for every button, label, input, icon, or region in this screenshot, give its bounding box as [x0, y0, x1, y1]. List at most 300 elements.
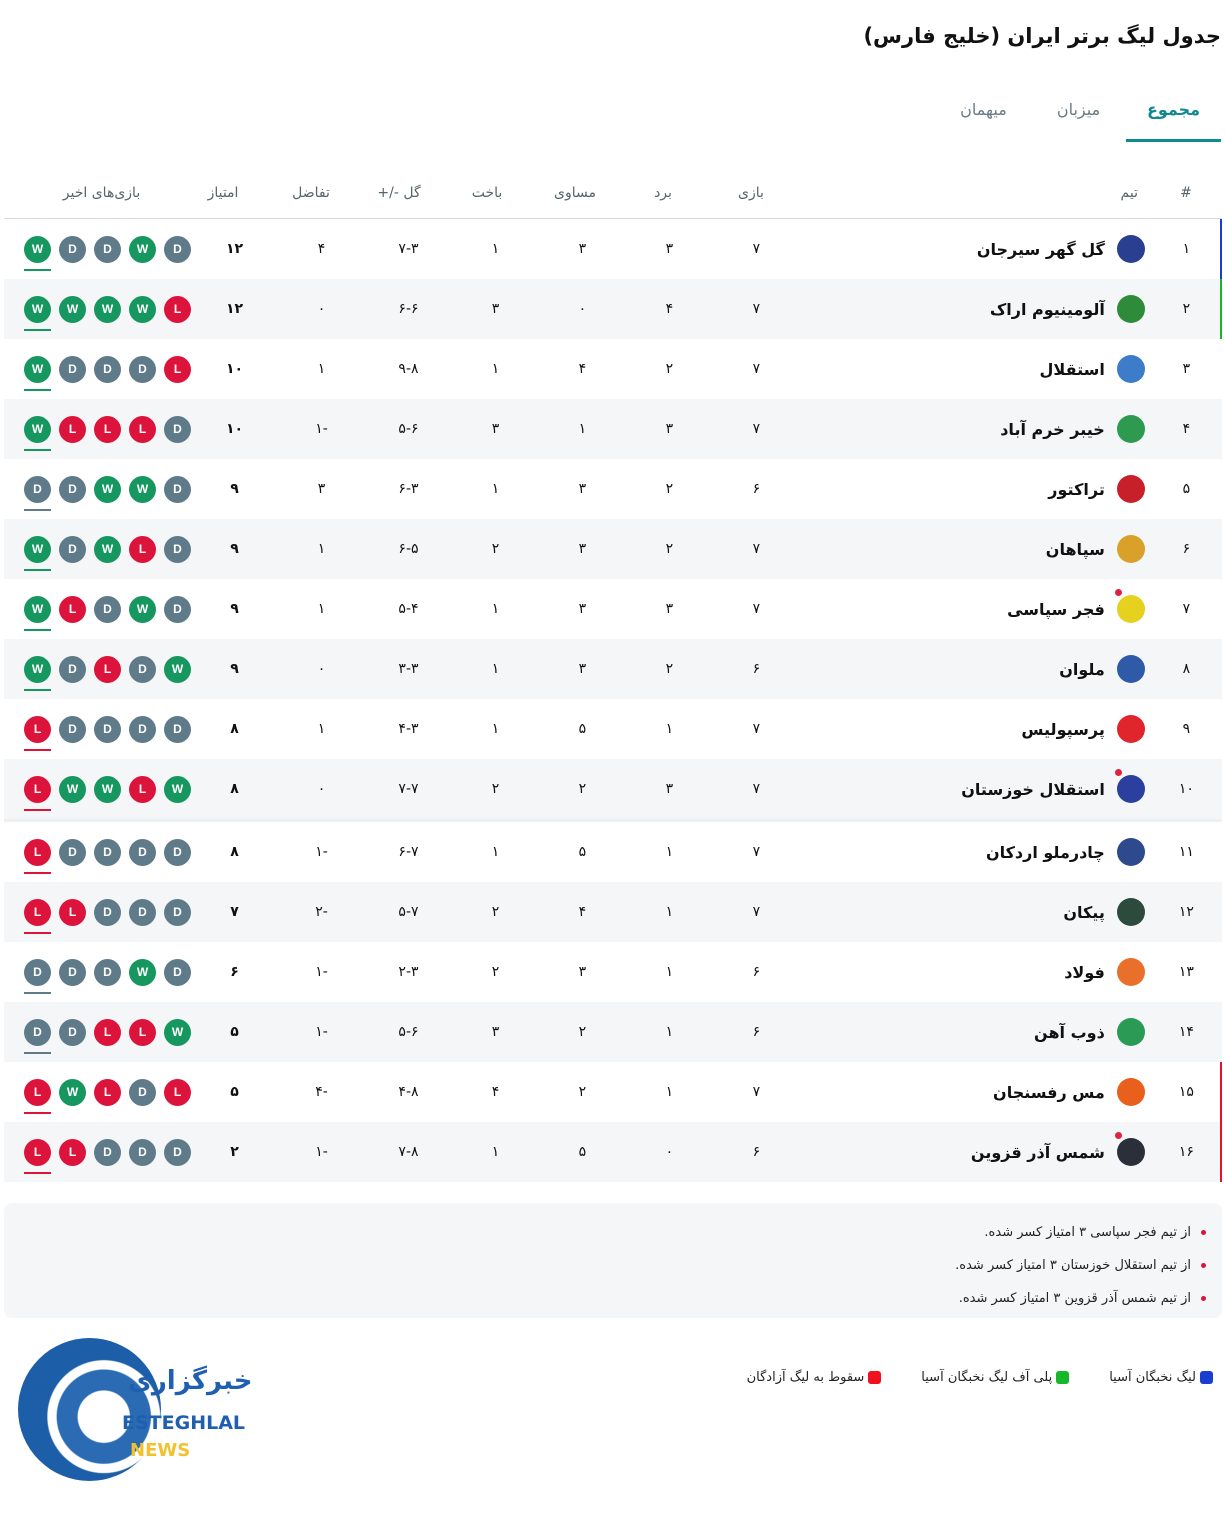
form-result-badge[interactable]: L	[94, 1079, 121, 1106]
note-item: از تیم فجر سپاسی ۳ امتیاز کسر شده.	[4, 1216, 1206, 1249]
form-result-badge[interactable]: L	[24, 1139, 51, 1166]
points-value: ۱۲	[225, 301, 244, 317]
lost-value: ۲	[491, 541, 500, 557]
won-value: ۲	[665, 361, 674, 377]
form-result-badge[interactable]: L	[24, 899, 51, 926]
form-result-badge[interactable]: W	[164, 656, 191, 683]
recent-form	[24, 356, 191, 383]
table-row[interactable]	[4, 519, 1222, 579]
table-row[interactable]	[4, 699, 1222, 759]
form-result-badge[interactable]: D	[59, 236, 86, 263]
points-value: ۹	[230, 481, 239, 497]
team-logo-icon	[1117, 1018, 1145, 1046]
form-result-badge[interactable]: L	[164, 1079, 191, 1106]
form-result-badge[interactable]: D	[94, 899, 121, 926]
drawn-value: ۳	[578, 241, 587, 257]
form-result-badge[interactable]: W	[24, 536, 51, 563]
played-value: ۷	[752, 361, 761, 377]
drawn-value: ۵	[578, 1144, 587, 1160]
recent-form	[24, 236, 191, 263]
team-cell[interactable]	[800, 1018, 1151, 1046]
zone-indicator	[1220, 279, 1222, 339]
position: ۸	[1182, 661, 1191, 677]
form-result-badge[interactable]: L	[94, 416, 121, 443]
table-row[interactable]	[4, 219, 1222, 279]
form-result-badge[interactable]: W	[129, 296, 156, 323]
page-title: جدول لیگ برتر ایران (خلیج فارس)	[863, 24, 1221, 48]
position: ۱۳	[1178, 964, 1194, 980]
header-won: برد	[654, 185, 672, 201]
points-value: ۹	[230, 601, 239, 617]
swatch-red-icon	[868, 1371, 881, 1384]
team-logo-icon	[1117, 295, 1145, 323]
header-played: بازی	[738, 185, 764, 201]
goals-value: ۶-۷	[398, 844, 419, 860]
recent-form	[24, 716, 191, 743]
form-result-badge[interactable]: D	[129, 656, 156, 683]
team-logo-icon	[1117, 415, 1145, 443]
form-result-badge[interactable]: D	[164, 1139, 191, 1166]
form-result-badge[interactable]: L	[24, 839, 51, 866]
header-diff: تفاضل	[292, 185, 330, 201]
team-cell[interactable]	[800, 958, 1151, 986]
form-result-badge[interactable]: D	[59, 476, 86, 503]
position: ۱۶	[1178, 1144, 1194, 1160]
form-result-badge[interactable]: D	[164, 716, 191, 743]
lost-value: ۱	[491, 661, 500, 677]
swatch-green-icon	[1056, 1371, 1069, 1384]
played-value: ۷	[752, 721, 761, 737]
team-name[interactable]: خیبر خرم آباد	[1000, 419, 1105, 439]
form-result-badge[interactable]: D	[59, 839, 86, 866]
form-result-badge[interactable]: D	[129, 356, 156, 383]
team-name[interactable]: مس رفسنجان	[993, 1082, 1105, 1102]
points-value: ۸	[230, 781, 239, 797]
form-result-badge[interactable]: D	[59, 1019, 86, 1046]
form-result-badge[interactable]: D	[164, 536, 191, 563]
team-name[interactable]: استقلال خوزستان	[961, 779, 1105, 799]
goals-value: ۵-۶	[398, 421, 419, 437]
won-value: ۳	[665, 241, 674, 257]
table-row[interactable]	[4, 1122, 1222, 1182]
form-result-badge[interactable]: D	[24, 1019, 51, 1046]
drawn-value: ۰	[578, 301, 587, 317]
team-logo-icon	[1117, 535, 1145, 563]
form-result-badge[interactable]: L	[129, 536, 156, 563]
lost-value: ۲	[491, 904, 500, 920]
position: ۱۴	[1178, 1024, 1194, 1040]
bullet-icon	[1201, 1230, 1206, 1235]
view-tabs	[936, 80, 1221, 142]
form-result-badge[interactable]: L	[94, 1019, 121, 1046]
form-result-badge[interactable]: D	[164, 839, 191, 866]
lost-value: ۲	[491, 964, 500, 980]
table-row[interactable]	[4, 579, 1222, 639]
won-value: ۴	[665, 301, 674, 317]
team-name[interactable]: ملوان	[1059, 659, 1105, 679]
won-value: ۲	[665, 541, 674, 557]
table-row[interactable]	[4, 639, 1222, 699]
header-points: امتیاز	[207, 185, 239, 201]
table-row[interactable]	[4, 1002, 1222, 1062]
team-cell[interactable]	[800, 535, 1151, 563]
form-result-badge[interactable]: L	[59, 596, 86, 623]
goals-value: ۲-۳	[398, 964, 419, 980]
form-result-badge[interactable]: W	[59, 776, 86, 803]
team-name[interactable]: فجر سپاسی	[1007, 599, 1105, 619]
position: ۱	[1182, 241, 1191, 257]
tab-away[interactable]: میهمان	[960, 100, 1007, 119]
diff-value: ۱	[317, 601, 326, 617]
form-result-badge[interactable]: L	[24, 1079, 51, 1106]
goals-value: ۵-۶	[398, 1024, 419, 1040]
form-result-badge[interactable]: L	[129, 1019, 156, 1046]
team-cell[interactable]	[800, 355, 1151, 383]
recent-form	[24, 1079, 191, 1106]
form-result-badge[interactable]: W	[24, 416, 51, 443]
table-header	[4, 168, 1222, 219]
form-result-badge[interactable]: W	[24, 356, 51, 383]
form-result-badge[interactable]: D	[164, 596, 191, 623]
table-row[interactable]	[4, 819, 1222, 882]
form-result-badge[interactable]: W	[59, 1079, 86, 1106]
lost-value: ۲	[491, 781, 500, 797]
diff-value: -۱	[315, 421, 328, 437]
bullet-icon	[1201, 1263, 1206, 1268]
points-value: ۱۰	[225, 421, 244, 437]
played-value: ۷	[752, 1084, 761, 1100]
form-result-badge[interactable]: D	[129, 839, 156, 866]
drawn-value: ۳	[578, 601, 587, 617]
tab-total[interactable]: مجموع	[1126, 80, 1221, 142]
form-result-badge[interactable]: W	[24, 596, 51, 623]
lost-value: ۱	[491, 1144, 500, 1160]
form-result-badge[interactable]: L	[59, 416, 86, 443]
form-result-badge[interactable]: L	[164, 356, 191, 383]
note-item: از تیم استقلال خوزستان ۳ امتیاز کسر شده.	[4, 1249, 1206, 1282]
played-value: ۷	[752, 241, 761, 257]
goals-value: ۶-۵	[398, 541, 419, 557]
goals-value: ۴-۸	[398, 1084, 419, 1100]
form-result-badge[interactable]: D	[94, 356, 121, 383]
header-pos: #	[1180, 185, 1192, 201]
form-result-badge[interactable]: L	[129, 416, 156, 443]
lost-value: ۳	[491, 421, 500, 437]
played-value: ۷	[752, 541, 761, 557]
team-logo-icon	[1117, 475, 1145, 503]
form-result-badge[interactable]: W	[94, 296, 121, 323]
team-name[interactable]: آلومینیوم اراک	[989, 299, 1105, 319]
form-result-badge[interactable]: W	[94, 536, 121, 563]
position: ۱۵	[1178, 1084, 1194, 1100]
team-name[interactable]: شمس آذر قزوین	[970, 1142, 1105, 1162]
won-value: ۱	[665, 964, 674, 980]
form-result-badge[interactable]: W	[129, 959, 156, 986]
table-row[interactable]	[4, 399, 1222, 459]
won-value: ۳	[665, 781, 674, 797]
bullet-icon	[1201, 1296, 1206, 1301]
form-result-badge[interactable]: D	[164, 899, 191, 926]
points-value: ۹	[230, 541, 239, 557]
points-value: ۷	[230, 904, 239, 920]
won-value: ۳	[665, 421, 674, 437]
played-value: ۷	[752, 301, 761, 317]
lost-value: ۱	[491, 601, 500, 617]
drawn-value: ۳	[578, 964, 587, 980]
points-value: ۱۲	[225, 241, 244, 257]
played-value: ۷	[752, 781, 761, 797]
form-result-badge[interactable]: D	[59, 656, 86, 683]
form-result-badge[interactable]: D	[94, 596, 121, 623]
lost-value: ۴	[491, 1084, 500, 1100]
team-name[interactable]: فولاد	[1064, 962, 1105, 982]
recent-form	[24, 1019, 191, 1046]
form-result-badge[interactable]: L	[94, 656, 121, 683]
won-value: ۲	[665, 661, 674, 677]
team-cell[interactable]	[800, 1138, 1151, 1166]
points-value: ۶	[230, 964, 239, 980]
goals-value: ۳-۳	[398, 661, 419, 677]
drawn-value: ۲	[578, 1024, 587, 1040]
team-cell[interactable]	[800, 235, 1151, 263]
team-cell[interactable]	[800, 715, 1151, 743]
diff-value: ۰	[317, 781, 326, 797]
form-result-badge[interactable]: D	[59, 536, 86, 563]
won-value: ۱	[665, 1024, 674, 1040]
zone-legend	[707, 1370, 1213, 1385]
played-value: ۷	[752, 904, 761, 920]
won-value: ۱	[665, 844, 674, 860]
form-result-badge[interactable]: D	[94, 839, 121, 866]
team-cell[interactable]	[800, 775, 1151, 803]
team-logo-icon	[1117, 655, 1145, 683]
team-name[interactable]: سپاهان	[1045, 539, 1105, 559]
team-logo-icon	[1117, 235, 1145, 263]
table-row[interactable]	[4, 1062, 1222, 1122]
form-result-badge[interactable]: D	[164, 416, 191, 443]
won-value: ۱	[665, 721, 674, 737]
form-result-badge[interactable]: W	[129, 596, 156, 623]
diff-value: ۴	[317, 241, 326, 257]
form-result-badge[interactable]: W	[129, 236, 156, 263]
diff-value: -۱	[315, 964, 328, 980]
team-cell[interactable]	[800, 295, 1151, 323]
won-value: ۳	[665, 601, 674, 617]
form-result-badge[interactable]: W	[59, 296, 86, 323]
won-value: ۱	[665, 904, 674, 920]
form-result-badge[interactable]: L	[59, 1139, 86, 1166]
brand-en-line2: NEWS	[130, 1440, 191, 1461]
drawn-value: ۵	[578, 844, 587, 860]
deduction-dot-icon	[1115, 1132, 1122, 1139]
form-result-badge[interactable]: D	[59, 716, 86, 743]
team-logo-icon	[1117, 958, 1145, 986]
lost-value: ۱	[491, 241, 500, 257]
table-row[interactable]	[4, 942, 1222, 1002]
form-result-badge[interactable]: D	[164, 236, 191, 263]
legend-relegation: سقوط به لیگ آزادگان	[747, 1370, 882, 1385]
drawn-value: ۲	[578, 1084, 587, 1100]
team-name[interactable]: گل گهر سیرجان	[976, 239, 1105, 259]
form-result-badge[interactable]: D	[59, 959, 86, 986]
goals-value: ۴-۳	[398, 721, 419, 737]
brand-fa-text: خبرگزاری	[128, 1366, 253, 1396]
position: ۴	[1182, 421, 1191, 437]
form-result-badge[interactable]: D	[24, 959, 51, 986]
won-value: ۱	[665, 1084, 674, 1100]
table-row[interactable]	[4, 882, 1222, 942]
form-result-badge[interactable]: W	[24, 296, 51, 323]
position: ۵	[1182, 481, 1191, 497]
form-result-badge[interactable]: D	[94, 716, 121, 743]
diff-value: ۱	[317, 721, 326, 737]
position: ۹	[1182, 721, 1191, 737]
form-result-badge[interactable]: L	[129, 776, 156, 803]
drawn-value: ۳	[578, 661, 587, 677]
lost-value: ۳	[491, 1024, 500, 1040]
form-result-badge[interactable]: D	[94, 236, 121, 263]
lost-value: ۱	[491, 481, 500, 497]
diff-value: -۱	[315, 1024, 328, 1040]
table-row[interactable]	[4, 339, 1222, 399]
tab-home[interactable]: میزبان	[1056, 100, 1101, 119]
drawn-value: ۵	[578, 721, 587, 737]
drawn-value: ۱	[578, 421, 587, 437]
played-value: ۷	[752, 601, 761, 617]
goals-value: ۷-۸	[398, 1144, 419, 1160]
form-result-badge[interactable]: D	[94, 1139, 121, 1166]
recent-form	[24, 296, 191, 323]
legend-playoff: پلی آف لیگ نخبگان آسیا	[921, 1370, 1069, 1385]
form-result-badge[interactable]: L	[164, 296, 191, 323]
team-cell[interactable]	[800, 595, 1151, 623]
points-value: ۹	[230, 661, 239, 677]
recent-form	[24, 899, 191, 926]
diff-value: -۱	[315, 1144, 328, 1160]
team-name[interactable]: پرسپولیس	[1021, 719, 1105, 739]
zone-indicator	[1220, 1122, 1222, 1182]
team-cell[interactable]	[800, 655, 1151, 683]
recent-form	[24, 596, 191, 623]
table-row[interactable]	[4, 459, 1222, 519]
form-result-badge[interactable]: D	[59, 356, 86, 383]
goals-value: ۶-۶	[398, 301, 419, 317]
form-result-badge[interactable]: L	[24, 716, 51, 743]
legend-asia: لیگ نخبگان آسیا	[1109, 1370, 1213, 1385]
form-result-badge[interactable]: W	[129, 476, 156, 503]
drawn-value: ۳	[578, 481, 587, 497]
header-drawn: مساوی	[554, 185, 596, 201]
played-value: ۷	[752, 844, 761, 860]
form-result-badge[interactable]: W	[164, 776, 191, 803]
table-body	[4, 219, 1222, 1182]
diff-value: -۲	[315, 904, 328, 920]
lost-value: ۱	[491, 844, 500, 860]
team-logo-icon	[1117, 715, 1145, 743]
points-value: ۱۰	[225, 361, 244, 377]
diff-value: ۱	[317, 361, 326, 377]
form-result-badge[interactable]: D	[164, 476, 191, 503]
form-result-badge[interactable]: L	[59, 899, 86, 926]
team-name[interactable]: چادرملو اردکان	[985, 842, 1105, 862]
lost-value: ۱	[491, 361, 500, 377]
brand-logo	[18, 1338, 253, 1483]
goals-value: ۹-۸	[398, 361, 419, 377]
position: ۱۲	[1178, 904, 1194, 920]
form-result-badge[interactable]: L	[24, 776, 51, 803]
form-result-badge[interactable]: D	[129, 899, 156, 926]
standings-table	[4, 168, 1222, 1182]
won-value: ۲	[665, 481, 674, 497]
recent-form	[24, 839, 191, 866]
team-cell[interactable]	[800, 415, 1151, 443]
position: ۳	[1182, 361, 1191, 377]
played-value: ۶	[752, 964, 761, 980]
swatch-blue-icon	[1200, 1371, 1213, 1384]
team-logo-icon	[1117, 595, 1145, 623]
team-cell[interactable]	[800, 898, 1151, 926]
goals-value: ۵-۴	[398, 601, 419, 617]
form-result-badge[interactable]: D	[94, 959, 121, 986]
diff-value: ۰	[317, 301, 326, 317]
header-form: بازی‌های اخیر	[62, 185, 141, 201]
form-result-badge[interactable]: W	[24, 656, 51, 683]
table-row[interactable]	[4, 759, 1222, 819]
played-value: ۶	[752, 661, 761, 677]
notes-box	[4, 1203, 1222, 1318]
recent-form	[24, 536, 191, 563]
table-row[interactable]	[4, 279, 1222, 339]
header-goals: گل -/+	[377, 185, 421, 201]
form-result-badge[interactable]: D	[164, 959, 191, 986]
deduction-dot-icon	[1115, 769, 1122, 776]
team-logo-icon	[1117, 775, 1145, 803]
recent-form	[24, 1139, 191, 1166]
recent-form	[24, 416, 191, 443]
team-name[interactable]: ذوب آهن	[1034, 1022, 1105, 1042]
position: ۷	[1182, 601, 1191, 617]
recent-form	[24, 959, 191, 986]
form-result-badge[interactable]: W	[164, 1019, 191, 1046]
recent-form	[24, 776, 191, 803]
form-result-badge[interactable]: W	[94, 776, 121, 803]
lost-value: ۳	[491, 301, 500, 317]
goals-value: ۷-۳	[398, 241, 419, 257]
note-item: از تیم شمس آذر قزوین ۳ امتیاز کسر شده.	[4, 1282, 1206, 1315]
team-name[interactable]: استقلال	[1039, 359, 1105, 379]
form-result-badge[interactable]: D	[129, 716, 156, 743]
team-cell[interactable]	[800, 1078, 1151, 1106]
played-value: ۶	[752, 481, 761, 497]
diff-value: -۱	[315, 844, 328, 860]
drawn-value: ۴	[578, 904, 587, 920]
header-lost: باخت	[471, 185, 503, 201]
team-cell[interactable]	[800, 838, 1151, 866]
team-cell[interactable]	[800, 475, 1151, 503]
position: ۲	[1182, 301, 1191, 317]
position: ۱۱	[1178, 844, 1194, 860]
form-result-badge[interactable]: D	[129, 1139, 156, 1166]
team-name[interactable]: پیکان	[1063, 902, 1105, 922]
form-result-badge[interactable]: W	[24, 236, 51, 263]
points-value: ۸	[230, 721, 239, 737]
points-value: ۵	[230, 1084, 239, 1100]
won-value: ۰	[665, 1144, 674, 1160]
form-result-badge[interactable]: D	[24, 476, 51, 503]
team-name[interactable]: تراکتور	[1048, 479, 1105, 499]
form-result-badge[interactable]: D	[129, 1079, 156, 1106]
form-result-badge[interactable]: W	[94, 476, 121, 503]
